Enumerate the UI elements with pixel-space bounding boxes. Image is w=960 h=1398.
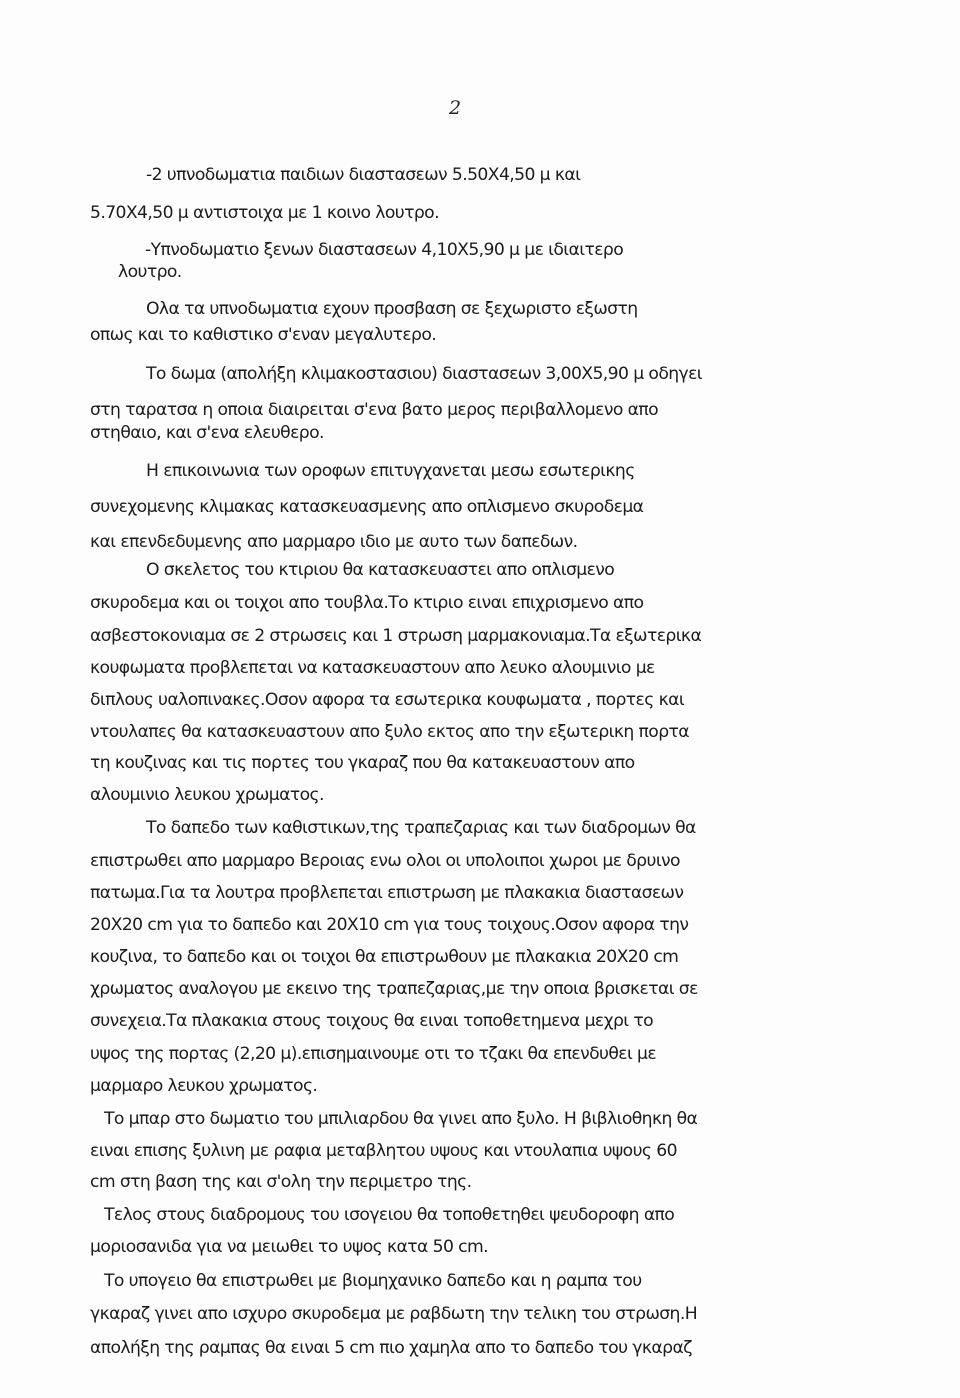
text-line: ασβεστοκονιαμα σε 2 στρωσεις και 1 στρωση μαρμακονιαμα.Τα εξωτερικα [90,626,702,646]
page-number: 2 [449,97,462,119]
text-line: ειναι επισης ξυλινη με ραφια μεταβλητου υψους και ντουλαπια υψους 60 [90,1141,677,1161]
text-line: τη κουζινας και τις πορτες του γκαραζ που θα κατακευαστουν απο [90,753,635,773]
text-line: Το δαπεδο των καθιστικων,της τραπεζαριας και των διαδρομων θα [146,818,696,838]
text-line: και επενδεδυμενης απο μαρμαρο ιδιο με αυτο των δαπεδων. [90,532,578,552]
text-line: μαρμαρο λευκου χρωματος. [90,1076,318,1096]
text-line: συνεχεια.Τα πλακακια στους τοιχους θα ειναι τοποθετημενα μεχρι το [90,1011,653,1031]
text-line: στη ταρατσα η οποια διαιρειται σ'ενα βατο μερος περιβαλλομενο απο [90,400,658,420]
text-line: κουφωματα προβλεπεται να κατασκευαστουν απο λευκο αλουμινιο με [90,658,655,678]
text-line: -Υπνοδωματιο ξενων διαστασεων 4,10Χ5,90 μ με ιδιαιτερο [145,240,624,260]
text-line: ντουλαπες θα κατασκευαστουν απο ξυλο εκτος απο την εξωτερικη πορτα [90,722,689,742]
text-line: Το μπαρ στο δωματιο του μπιλιαρδου θα γινει απο ξυλο. Η βιβλιοθηκη θα [104,1109,698,1129]
text-line: πατωμα.Για τα λουτρα προβλεπεται επιστρωση με πλακακια διαστασεων [90,883,684,903]
text-line: σκυροδεμα και οι τοιχοι απο τουβλα.Το κτιριο ειναι επιχρισμενο απο [90,593,644,613]
text-line: χρωματος αναλογου με εκεινο της τραπεζαριας,με την οποια βρισκεται σε [90,979,698,999]
text-line: στηθαιο, και σ'ενα ελευθερο. [90,423,324,443]
text-line: Ολα τα υπνοδωματια εχουν προσβαση σε ξεχωριστο εξωστη [146,299,638,319]
text-line: Η επικοινωνια των οροφων επιτυγχανεται μεσω εσωτερικης [146,461,635,481]
text-line: λουτρο. [118,262,182,282]
text-line: 20Χ20 cm για το δαπεδο και 20Χ10 cm για τους τοιχους.Οσον αφορα την [90,915,689,935]
text-line: υψος της πορτας (2,20 μ).επισημαινουμε οτι το τζακι θα επενδυθει με [90,1044,657,1064]
text-line: κουζινα, το δαπεδο και οι τοιχοι θα επιστρωθουν με πλακακια 20Χ20 cm [90,947,679,967]
text-line: Το υπογειο θα επιστρωθει με βιομηχανικο δαπεδο και η ραμπα του [104,1271,642,1291]
text-line: Το δωμα (απολήξη κλιμακοστασιου) διαστασεων 3,00Χ5,90 μ οδηγει [146,364,703,384]
text-line: διπλους υαλοπινακες.Οσον αφορα τα εσωτερικα κουφωματα , πορτες και [90,690,685,710]
text-line: αλουμινιο λευκου χρωματος. [90,785,324,805]
text-line: 5.70Χ4,50 μ αντιστοιχα με 1 κοινο λουτρο. [90,203,439,223]
text-line: επιστρωθει απο μαρμαρο Βεροιας ενω ολοι οι υπολοιποι χωροι με δρυινο [90,851,680,871]
text-line: γκαραζ γινει απο ισχυρο σκυροδεμα με ραβδωτη την τελικη του στρωση.Η [90,1304,698,1324]
text-line: Ο σκελετος του κτιριου θα κατασκευαστει απο οπλισμενο [146,560,615,580]
text-line: cm στη βαση της και σ'ολη την περιμετρο της. [90,1172,472,1192]
text-line: -2 υπνοδωματια παιδιων διαστασεων 5.50Χ4,50 μ και [146,165,581,185]
text-line: μοριοσανιδα για να μειωθει το υψος κατα 50 cm. [90,1237,489,1257]
text-line: οπως και το καθιστικο σ'εναν μεγαλυτερο. [90,325,437,345]
text-line: απολήξη της ραμπας θα ειναι 5 cm πιο χαμηλα απο το δαπεδο του γκαραζ [90,1338,692,1358]
text-line: συνεχομενης κλιμακας κατασκευασμενης απο οπλισμενο σκυροδεμα [90,497,644,517]
text-line: Τελος στους διαδρομους του ισογειου θα τοποθετηθει ψευδοροφη απο [104,1205,675,1225]
